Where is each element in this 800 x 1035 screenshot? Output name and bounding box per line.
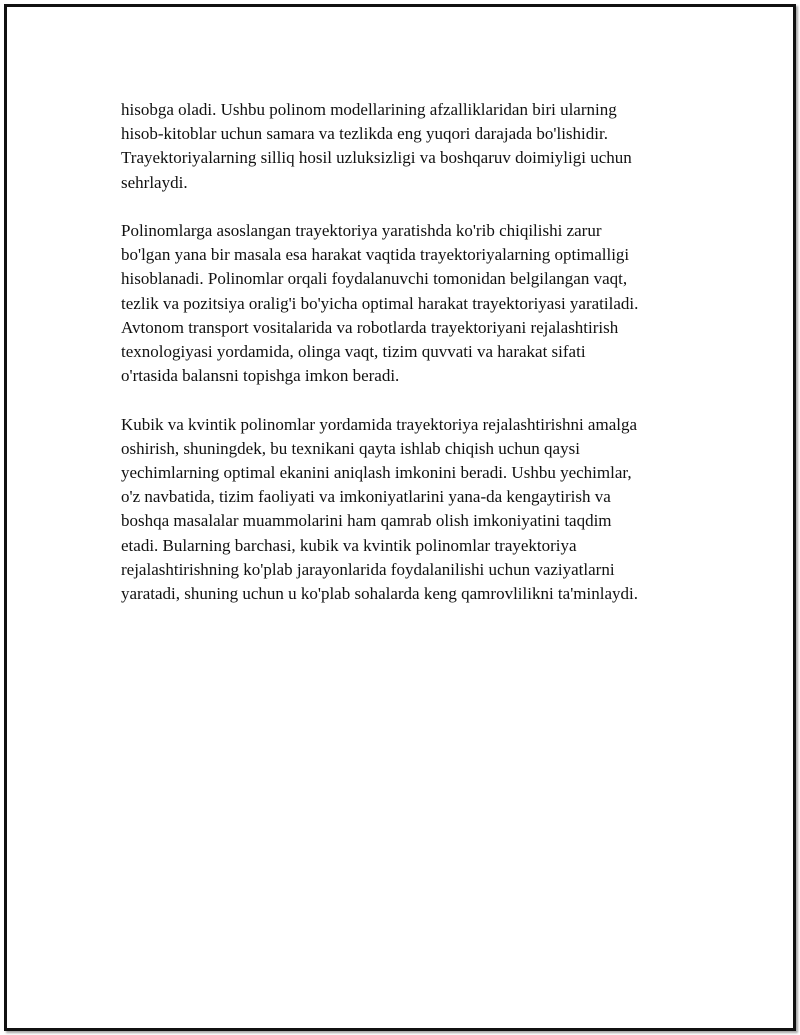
text-line: Polinomlarga asoslangan trayektoriya yaratishda ko'rib chiqilishi zarur xyxy=(121,221,602,240)
text-line: yechimlarning optimal ekanini aniqlash imkonini beradi. Ushbu yechimlar, xyxy=(121,463,632,483)
text-line: etadi. Bularning barchasi, kubik va kvintik polinomlar trayektoriya xyxy=(121,535,577,555)
document-body xyxy=(121,98,701,630)
text-line: hisoblanadi. Polinomlar orqali foydalanuvchi tomonidan belgilangan vaqt, xyxy=(121,269,628,289)
text-line: texnologiyasi yordamida, olinga vaqt, tizim quvvati va harakat sifati xyxy=(121,342,586,362)
text-line: o'z navbatida, tizim faoliyati va imkoniyatlarini yana-da kengaytirish va xyxy=(121,487,611,507)
text-line: yaratadi, shuning uchun u ko'plab sohalarda keng qamrovlilikni ta'minlaydi. xyxy=(121,584,638,604)
text-line: hisobga oladi. Ushbu polinom modellarining afzalliklaridan biri ularning xyxy=(121,100,617,119)
text-line: sehrlaydi. xyxy=(121,172,188,192)
paragraph-2 xyxy=(121,219,701,388)
text-line: tezlik va pozitsiya oralig'i bo'yicha optimal harakat trayektoriyasi yaratiladi. xyxy=(121,293,639,313)
page-frame xyxy=(4,4,796,1031)
text-line: rejalashtirishning ko'plab jarayonlarida foydalanilishi uchun vaziyatlarni xyxy=(121,559,615,579)
text-line: o'rtasida balansni topishga imkon beradi. xyxy=(121,366,400,386)
paragraph-3 xyxy=(121,413,701,607)
text-line: Avtonom transport vositalarida va robotlarda trayektoriyani rejalashtirish xyxy=(121,317,619,337)
text-line: hisob-kitoblar uchun samara va tezlikda eng yuqori darajada bo'lishidir. xyxy=(121,124,608,144)
text-line: oshirish, shuningdek, bu texnikani qayta ishlab chiqish uchun qaysi xyxy=(121,438,580,458)
paragraph-1 xyxy=(121,98,701,195)
text-line: Trayektoriyalarning silliq hosil uzluksizligi va boshqaruv doimiyligi uchun xyxy=(121,148,632,168)
text-line: Kubik va kvintik polinomlar yordamida trayektoriya rejalashtirishni amalga xyxy=(121,414,638,434)
text-line: bo'lgan yana bir masala esa harakat vaqtida trayektoriyalarning optimalligi xyxy=(121,245,630,265)
text-line: boshqa masalalar muammolarini ham qamrab olish imkoniyatini taqdim xyxy=(121,511,612,531)
